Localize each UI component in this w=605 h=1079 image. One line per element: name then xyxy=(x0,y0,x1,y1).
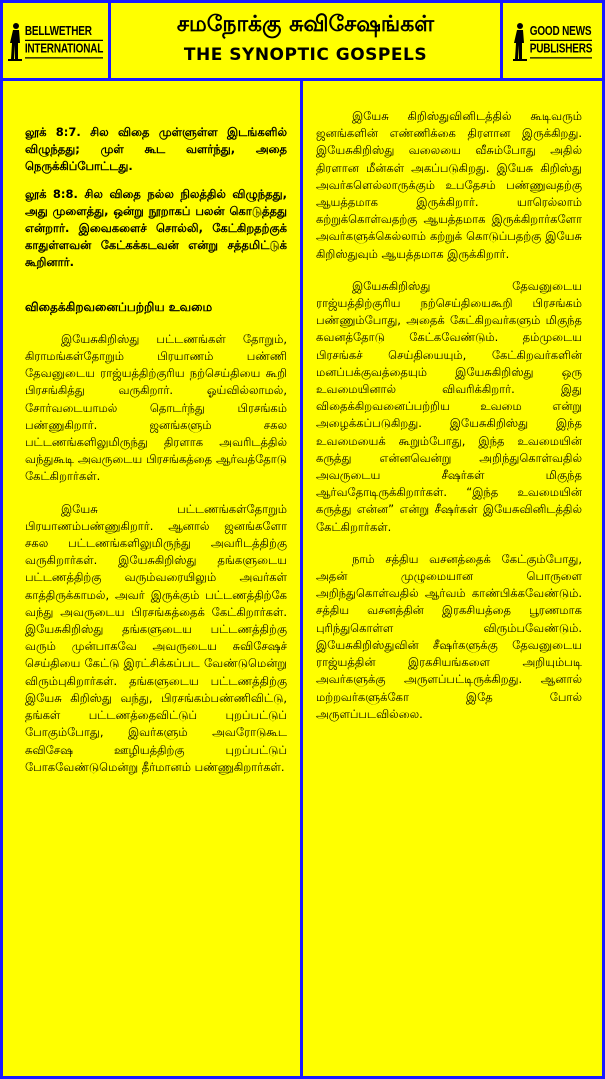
right-logo-line2: PUBLISHERS xyxy=(530,41,592,59)
right-paragraph-2: இயேசுகிறிஸ்து தேவனுடைய ராஜ்யத்திற்குரிய நற்செய்தியைகூறி பிரசங்கம் பண்ணும்போது, அதைக் கேட்கிறவர்களும் மிகுந்த கவனத்தோடு கேட்கவேண்டும். தம்முடைய பிரசங்கச் செய்தியையும், கேட்கிறவர்களின் மனப்பக்குவத்தையும் இயேசுகிறிஸ்து ஒரு உவமையினால் விவரிக்கிறார். இது விதைக்கிறவனைப்பற்றிய உவமை என்று அழைக்கப்படுகிறது. இயேசுகிறிஸ்து இந்த உவமையைக் கூறும்போது, இந்த உவமையின் கருத்து என்னவென்று அறிந்துகொள்வதில் அவருடைய சீஷர்கள் மிகுந்த ஆர்வதோடிருக்கிறார்கள். “இந்த உவமையின் கருத்து என்ன” என்று சீஷர்கள் இயேசுவினிடத்தில் கேட்கிறார்கள். xyxy=(316,278,582,534)
right-column xyxy=(316,81,582,723)
title-area xyxy=(111,3,500,78)
left-paragraph-1: இயேசுகிறிஸ்து பட்டணங்கள் தோறும், கிராமங்கள்தோறும் பிரயாணம் பண்ணி தேவனுடைய ராஜ்யத்திற்குரிய நற்செய்தியை கூறி பிரசங்கித்து வருகிறார். ஓய்வில்லாமல், சோர்வடையாமல் தொடர்ந்து பிரசங்கம் பண்ணுகிறார். ஜனங்களும் சகல பட்டணங்களிலுமிருந்து திரளாக அவரிடத்தில் வந்துகூடி அவருடைய பிரசங்கத்தை ஆர்வத்தோடு கேட்கிறார்கள். xyxy=(25,331,287,484)
page-title-tamil: சமநோக்கு சுவிசேஷங்கள் xyxy=(176,12,435,37)
left-paragraph-2: இயேசு பட்டணங்கள்தோறும் பிரயாணம்பண்ணுகிறார். ஆனால் ஜனங்களோ சகல பட்டணங்களிலுமிருந்து அவரிடத்திற்கு வருகிறார்கள். இயேசுகிறிஸ்து தங்களுடைய பட்டணத்திற்கு வரும்வரையிலும் அவர்கள் காத்திருக்காமல், அவர் இருக்கும் பட்டணத்திற்கே வந்து அவருடைய பிரசங்கத்தைக் கேட்கிறார்கள். இயேசுகிறிஸ்து தங்களுடைய பட்டணத்திற்கு வரும் முன்பாகவே அவருடைய சுவிசேஷச் செய்தியை கேட்டு இரட்சிக்கப்பட வேண்டுமென்று விரும்புகிறார்கள். தங்களுடைய பட்டணத்திற்கு இயேசு கிறிஸ்து வந்து, பிரசங்கம்பண்ணிவிட்டு, தங்கள் பட்டணத்தைவிட்டுப் புறப்பட்டுப் போகும்போது, இவர்களும் அவரோடுகூட சுவிசேஷ ஊழியத்திற்கு புறப்பட்டுப் போகவேண்டுமென்று தீர்மானம் பண்ணுகிறார்கள். xyxy=(25,501,287,774)
right-paragraph-1: இயேசு கிறிஸ்துவினிடத்தில் கூடிவரும் ஜனங்களின் எண்ணிக்கை திரளான இருக்கிறது. இயேசுகிறிஸ்து வலையை வீசும்போது அதில் திரளான மீன்கள் அகப்படுகிறது. இயேசு கிறிஸ்து அவர்களெல்லாருக்கும் உபதேசம் பண்ணுவதற்கு ஆயத்தமாக இருக்கிறார். யாரெல்லாம் கற்றுக்கொள்வதற்கு ஆயத்தமாக இருக்கிறார்களோ அவர்களுக்கெல்லாம் கற்றுக் கொடுப்பதற்கு இயேசு கிறிஸ்துவும் ஆயத்தமாக இருக்கிறார். xyxy=(316,109,582,261)
verse-luke-8-8: லூக் 8:8. சில விதை நல்ல நிலத்தில் விழுந்தது, அது முளைத்து, ஒன்று நூறாகப் பலன் கொடுத்தது என்றார். இவைகளைச் சொல்லி, கேட்கிறதற்குக் காதுள்ளவன் கேட்கக்கடவன் என்று சத்தமிட்டுக் கூறினார். xyxy=(25,186,287,270)
left-logo-line2: INTERNATIONAL xyxy=(25,41,103,59)
bellwether-logo xyxy=(3,3,111,78)
verse-luke-8-7: லூக் 8:7. சில விதை முள்ளுள்ள இடங்களில் விழுந்தது; முள் கூட வளர்ந்து, அதை நெருக்கிப்போட்டது. xyxy=(25,125,287,174)
publisher-figure-icon xyxy=(513,21,527,61)
section-heading: விதைக்கிறவனைப்பற்றிய உவமை xyxy=(25,299,213,314)
left-logo-line1: BELLWETHER xyxy=(25,23,103,41)
good-news-logo xyxy=(500,3,602,78)
left-column xyxy=(25,81,287,776)
bellwether-figure-icon xyxy=(8,21,22,61)
column-divider xyxy=(300,81,303,1076)
right-logo-line1: GOOD NEWS xyxy=(530,23,592,41)
page-title-english: THE SYNOPTIC GOSPELS xyxy=(183,45,428,65)
header xyxy=(3,3,602,81)
right-paragraph-3: நாம் சத்திய வசனத்தைக் கேட்கும்போது, அதன் முழுமையான பொருளை அறிந்துகொள்வதில் ஆர்வம் காண்பிக்கவேண்டும். சத்திய வசனத்தின் இரகசியத்தை பூரணமாக புரிந்துகொள்ள விரும்பவேண்டும். இயேசுகிறிஸ்துவின் சீஷர்களுக்கு தேவனுடைய ராஜ்யத்தின் இரகசியங்களை அறியும்படி அவர்களுக்கு அருளப்பட்டிருக்கிறது. ஆனால் மற்றவர்களுக்கோ இதே போல் அருளப்படவில்லை. xyxy=(316,551,582,721)
